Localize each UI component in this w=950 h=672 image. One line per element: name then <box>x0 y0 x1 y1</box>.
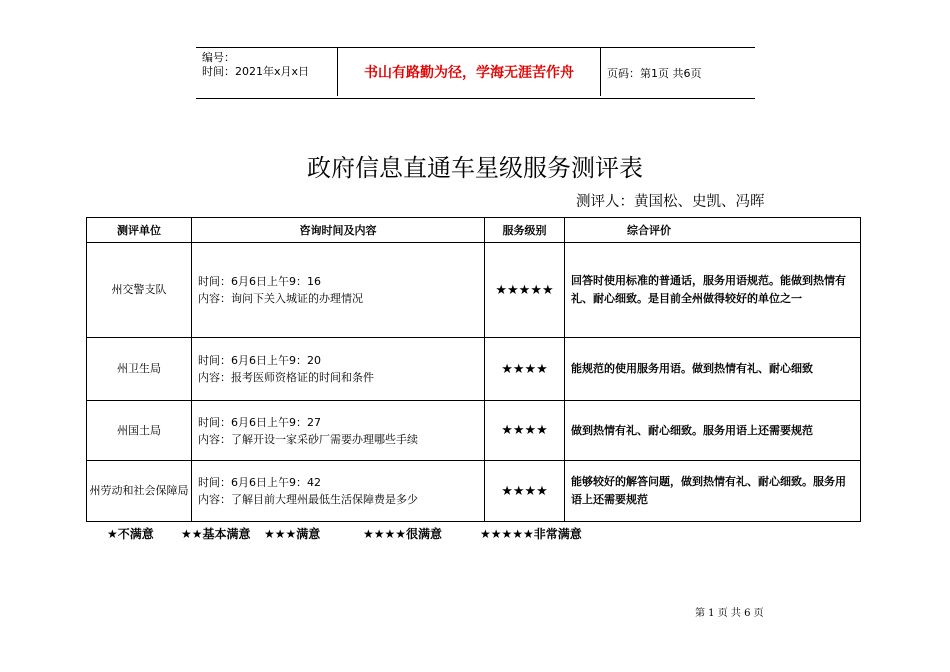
table-row <box>87 338 861 401</box>
header-comment: 综合评价 <box>565 218 861 243</box>
qa-cell <box>192 243 485 338</box>
comment-cell: 做到热情有礼、耐心细致。服务用语上还需要规范 <box>565 401 861 461</box>
comment-cell: 回答时使用标准的普通话，服务用语规范。能做到热情有礼、耐心细致。是目前全州做得较好的单位之一 <box>565 243 861 338</box>
qa-content: 内容：了解目前大理州最低生活保障费是多少 <box>198 493 418 506</box>
unit-cell: 州卫生局 <box>87 338 192 401</box>
header-level: 服务级别 <box>485 218 565 243</box>
rating-legend <box>107 525 582 542</box>
comment-cell: 能规范的使用服务用语。做到热情有礼、耐心细致 <box>565 338 861 401</box>
star-rating: ★★★★ <box>485 461 565 522</box>
legend-item-2: ★★基本满意 <box>181 527 251 541</box>
header-unit: 测评单位 <box>87 218 192 243</box>
table-row <box>87 401 861 461</box>
evaluation-table <box>86 217 861 522</box>
qa-time: 时间：6月6日上午9：16 <box>198 275 321 288</box>
page-footer: 第 1 页 共 6 页 <box>695 608 764 619</box>
unit-cell: 州交警支队 <box>87 243 192 338</box>
legend-item-1: ★不满意 <box>107 527 154 541</box>
qa-cell <box>192 338 485 401</box>
document-title: 政府信息直通车星级服务测评表 <box>307 154 643 182</box>
reviewers: 测评人：黄国松、史凯、冯晖 <box>576 194 765 210</box>
header-motto: 书山有路勤为径，学海无涯苦作舟 <box>337 48 601 96</box>
header-number: 编号： <box>202 51 235 64</box>
qa-content: 内容：报考医师资格证的时间和条件 <box>198 371 374 384</box>
comment-cell: 能够较好的解答问题，做到热情有礼、耐心细致。服务用语上还需要规范 <box>565 461 861 522</box>
unit-cell: 州国土局 <box>87 401 192 461</box>
legend-item-4: ★★★★很满意 <box>363 527 443 541</box>
legend-item-5: ★★★★★非常满意 <box>480 527 582 541</box>
header-page: 页码：第1页 共6页 <box>607 67 702 80</box>
qa-cell <box>192 461 485 522</box>
table-header-row <box>87 218 861 243</box>
header-time: 时间：2021年x月x日 <box>202 65 310 78</box>
page-header <box>196 47 755 99</box>
qa-content: 内容：询问下关入城证的办理情况 <box>198 292 363 305</box>
header-qa: 咨询时间及内容 <box>192 218 485 243</box>
qa-time: 时间：6月6日上午9：42 <box>198 476 321 489</box>
header-meta <box>202 51 309 79</box>
table-row <box>87 461 861 522</box>
qa-content: 内容：了解开设一家采砂厂需要办理哪些手续 <box>198 432 418 446</box>
qa-time: 时间：6月6日上午9：27 <box>198 415 321 429</box>
qa-cell <box>192 401 485 461</box>
legend-item-3: ★★★满意 <box>264 527 321 541</box>
unit-cell: 州劳动和社会保障局 <box>87 461 192 522</box>
star-rating: ★★★★ <box>485 338 565 401</box>
table-row <box>87 243 861 338</box>
star-rating: ★★★★★ <box>485 243 565 338</box>
qa-time: 时间：6月6日上午9：20 <box>198 354 321 367</box>
star-rating: ★★★★ <box>485 401 565 461</box>
